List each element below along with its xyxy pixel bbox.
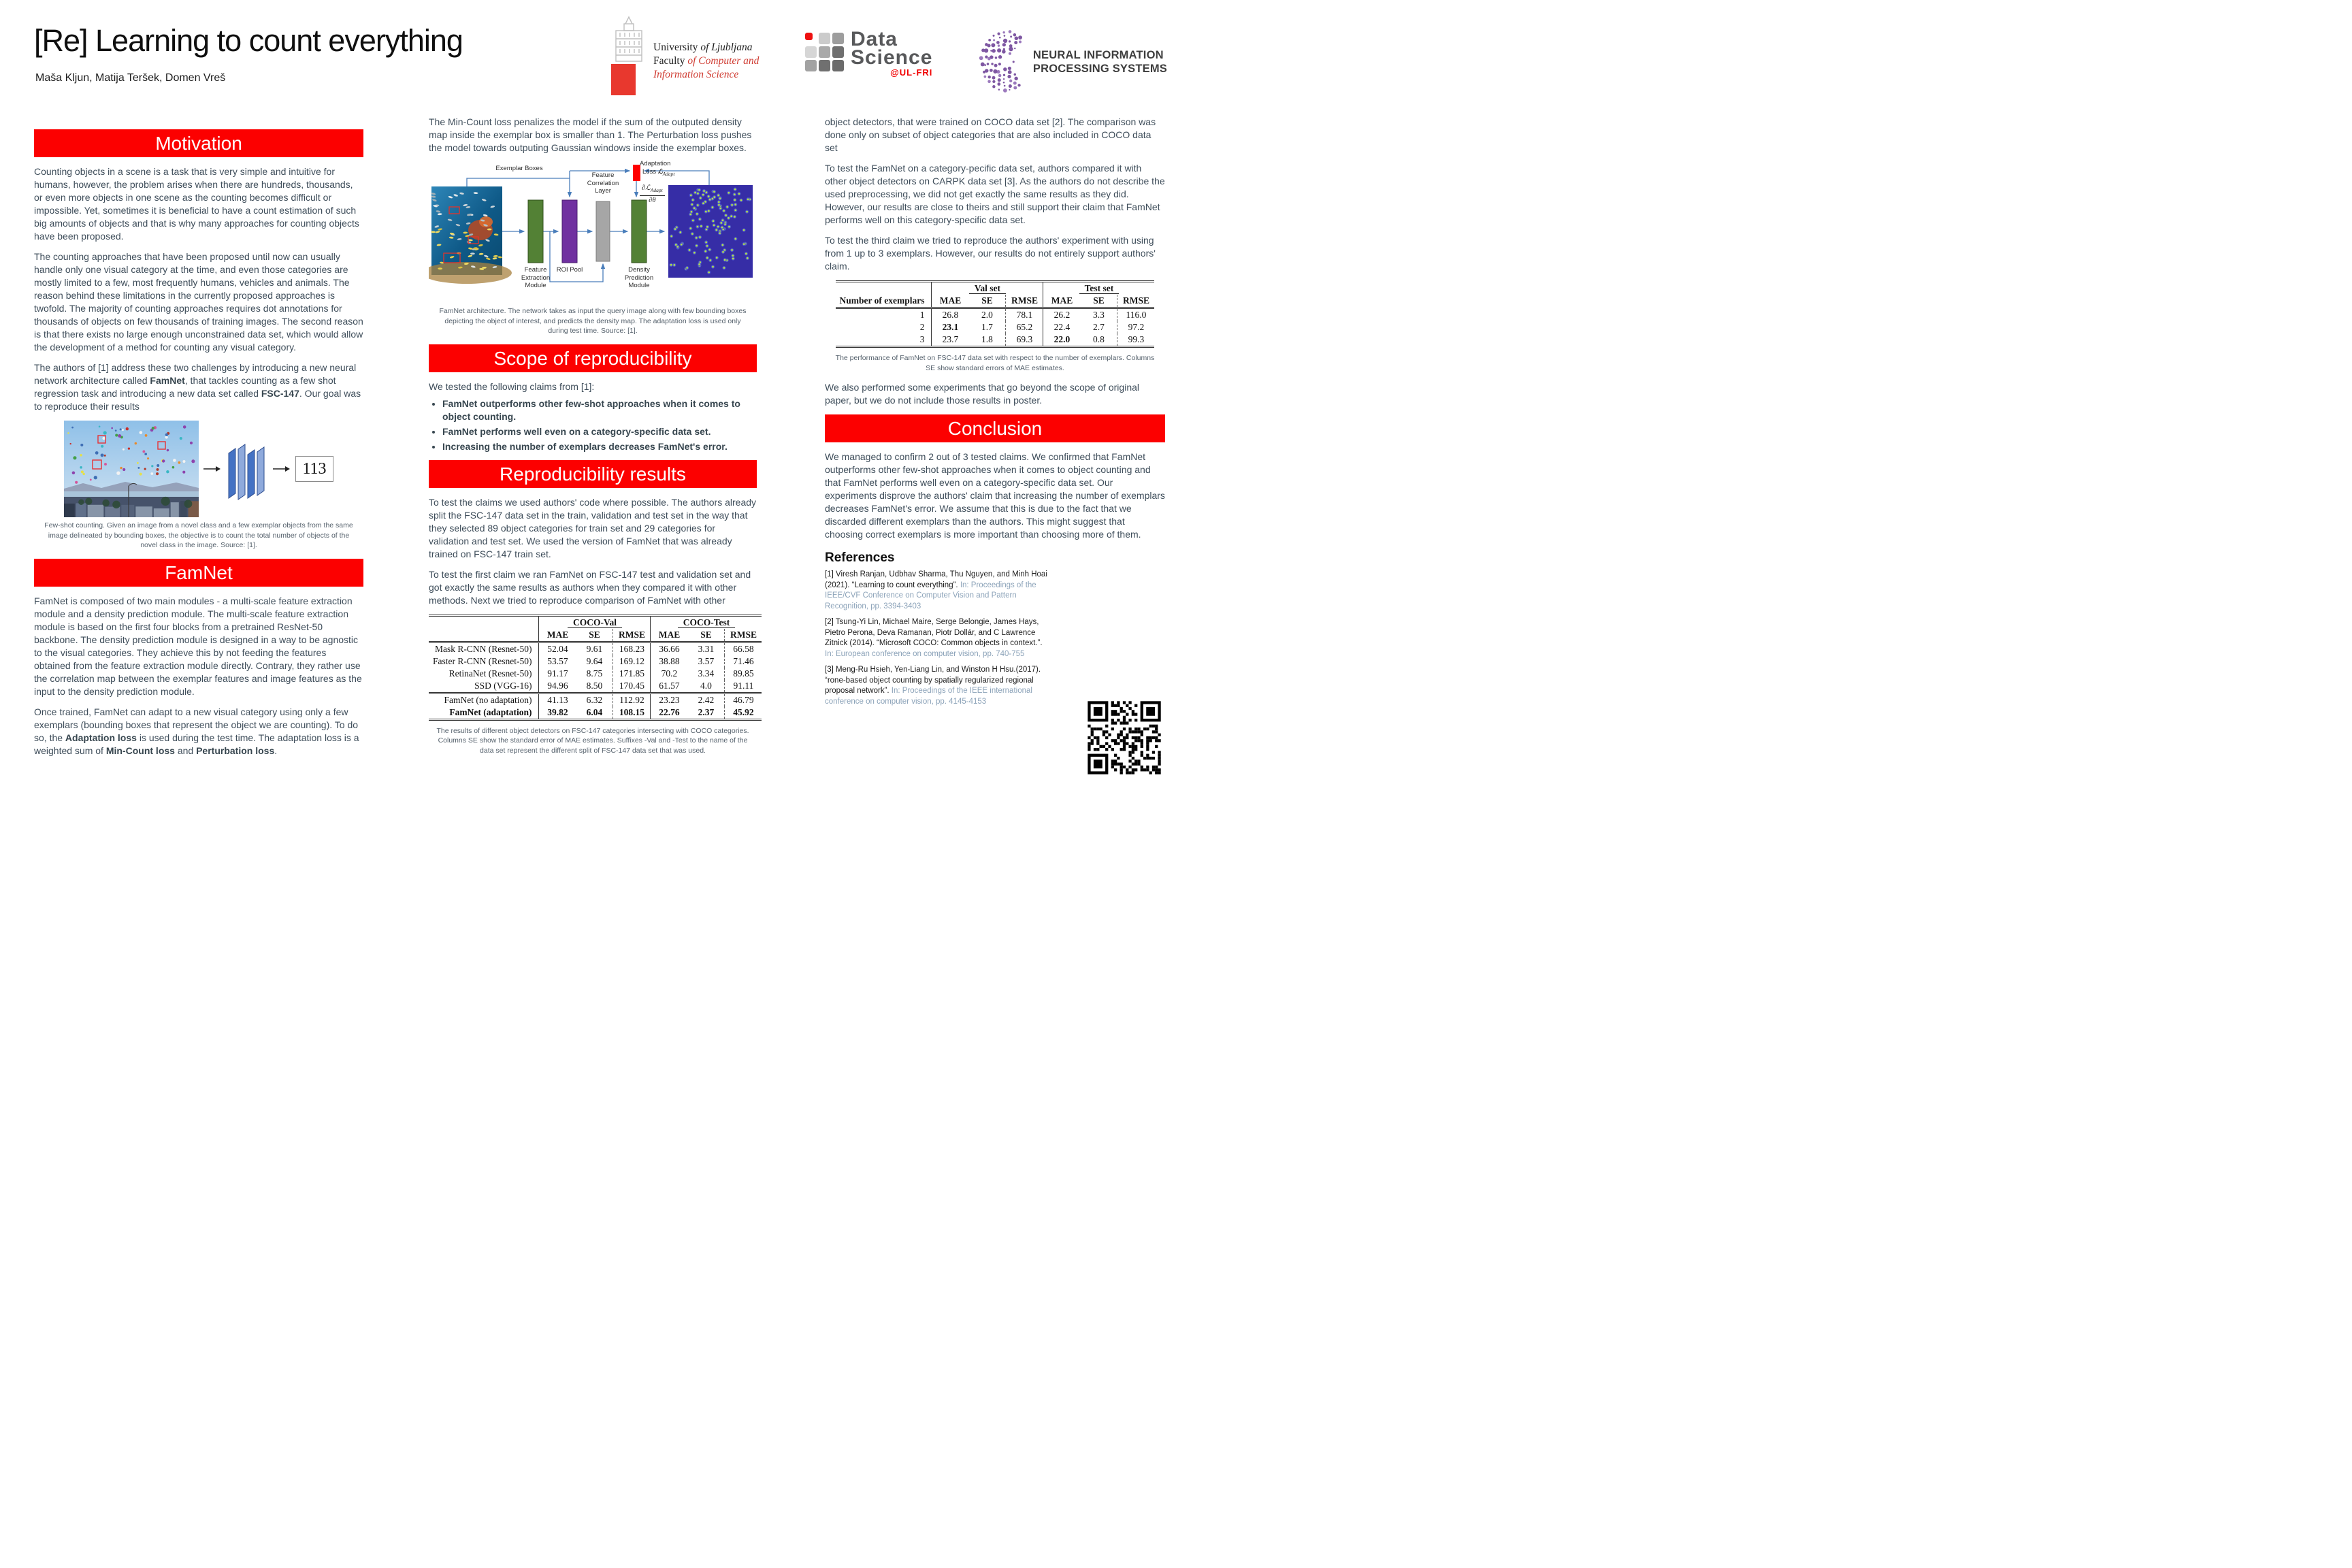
table-row: 2 23.1 1.7 65.2 22.4 2.7 97.2 [836, 321, 1155, 333]
famnet-paragraph-2: Once trained, FamNet can adapt to a new visual category using only a few exemplars (bounding boxes that represent the object we are counting). To do so, the Adaptation loss is used during the test time. The adaptation loss is a weighted sum of Min-Count loss and Perturbation loss. [34, 706, 359, 756]
exemplar-boxes-label: Exemplar Boxes [495, 165, 543, 172]
mincount-paragraph: The Min-Count loss penalizes the model if the sum of the outputed density map inside the exemplar box is smaller than 1. The Perturbation loss pushes the model towards outputing Gaussian windows inside the exemplar boxes. [429, 116, 752, 153]
density-prediction-label: Density Prediction Module [624, 266, 654, 289]
qr-code [1085, 698, 1164, 777]
neurips-wordmark: NEURAL INFORMATION PROCESSING SYSTEMS [1032, 49, 1167, 75]
section-header-conclusion: Conclusion [825, 414, 1165, 442]
section-header-motivation: Motivation [34, 129, 363, 157]
reference-item: [1] Viresh Ranjan, Udbhav Sharma, Thu Nguyen, and Minh Hoai (2021). “Learning to count everything”. In: Proceedings of the IEEE/CVF Conference on Computer Vision and Pattern Recognition, pp. 3394-3403 [825, 570, 1047, 610]
table-row: 1 26.8 2.0 78.1 26.2 3.3 116.0 [836, 308, 1155, 322]
predicted-count: 113 [295, 456, 333, 482]
repro-paragraph-2: To test the first claim we ran FamNet on FSC-147 test and validation set and got exactly the same results as authors when they compared it with other methods. Next we tried to reproduce comparison of FamNet with other [429, 568, 751, 606]
figure2-caption: FamNet architecture. The network takes as input the query image along with few bounding boxes depicting the object of interest, and predicts the density map. The adaptation loss is used only during test time. Source: [1]. [439, 307, 747, 335]
table-row: SSD (VGG-16) 94.96 8.50 170.45 61.57 4.0 91.11 [429, 680, 762, 693]
density-map-image [668, 185, 753, 278]
adaptation-loss-label: Adaptation Loss ℒ$_{Adapt}$ [640, 160, 675, 177]
balloons-image [64, 421, 199, 517]
page-title: [Re] Learning to count everything [34, 23, 463, 58]
table-row: FamNet (adaptation) 39.82 6.04 108.15 22.76 2.37 45.92 [429, 706, 762, 720]
conclusion-paragraph: We managed to confirm 2 out of 3 tested claims. We confirmed that FamNet outperforms other few-shot approaches when it comes to object counting and that FamNet performs well even on a category-specific data set. Our experiments disprove the authors' claim that increasing the number of exemplars decreases FamNet's error. We assume that this is due to the fact that we discarded different exemplars than the authors. This might suggest that choosing correct exemplars is more important than choosing more of them. [825, 451, 1165, 540]
authors: Maša Kljun, Matija Teršek, Domen Vreš [35, 72, 226, 84]
reference-item: [3] Meng-Ru Hsieh, Yen-Liang Lin, and Winston H Hsu.(2017). “rone-based object counting by spatially regularized regional proposal network”. In: Proceedings of the IEEE international conference on computer vision, pp. 4145-4153 [825, 666, 1041, 706]
scope-claim: • FamNet performs well even on a category-specific data set. [442, 425, 757, 438]
scope-claim: • FamNet outperforms other few-shot approaches when it comes to object counting. [442, 397, 757, 423]
section-header-scope: Scope of reproducibility [429, 344, 757, 372]
middle-column [429, 0, 760, 764]
feature-extraction-label: Feature Extraction Module [521, 266, 551, 289]
coco-results-table: COCO-Val COCO-Test MAE SE RMSE MAE SE RMSE Mask R-CNN (Resnet-50) 52.04 9.61 168.23 36.66 3.31 66.58 Faster R-CNN (Resnet-50) 53.57 9.64 169.12 38.88 3.57 71.46 RetinaNet (Resnet-50) 91.17 8.75 171.85 70.2 3.34 89.85 SSD (VGG-16) 94.96 8.50 170.45 61.57 4.0 91.11 FamNet (no adaptation) 41.13 6.32 112.92 23.23 2.42 46.79 FamNet (adaptation) 39.82 6.04 108.15 22.76 2.37 45.92 [429, 615, 762, 721]
references-list [825, 570, 1051, 707]
cnn-stack-icon [226, 436, 268, 502]
roi-pool-label: ROI Pool [556, 266, 583, 274]
feature-extraction-module-block [528, 200, 543, 263]
query-image-fish [429, 186, 512, 284]
reference-item: [2] Tsung-Yi Lin, Michael Maire, Serge Belongie, James Hays, Pietro Perona, Deva Ramanan, Piotr Dollár, and C Lawrence Zitnick (2014). “Microsoft COCO: Common objects in context.”. In: European conference on computer vision, pp. 740-755 [825, 618, 1043, 658]
motivation-paragraph-2: The counting approaches that have been proposed until now can usually handle only one visual category at the time, and even those categories are mostly limited to a few, most frequently humans, vehicles and animals. The reason behind these limitations in the currently proposed approaches is twofold. The majority of counting approaches requires dot annotations for thousands of objects on few thousands of training images. The second reason is that there exists no large enough unconstrained data set, which would allow the development of a method for counting any visual category. [34, 251, 363, 353]
table-row: RetinaNet (Resnet-50) 91.17 8.75 171.85 70.2 3.34 89.85 [429, 668, 762, 680]
ul-logo-text: University of Ljubljana Faculty of Computer and Information Science [653, 42, 760, 80]
table-row: FamNet (no adaptation) 41.13 6.32 112.92 23.23 2.42 46.79 [429, 693, 762, 706]
gradient-formula: ∂ℒ$_{Adapt}$ ∂θ [640, 184, 665, 204]
beyond-scope-paragraph: We also performed some experiments that go beyond the scope of original paper, but we do not include those results in poster. [825, 382, 1139, 406]
exemplars-results-table: Val set Test set Number of exemplars MAE SE RMSE MAE SE RMSE 1 26.8 2.0 78.1 26.2 3.3 116.0 2 23.1 1.7 65.2 22.4 2.7 97.2 3 23.7 1.8 69.3 22.0 0.8 99.3 [836, 280, 1155, 348]
section-header-repro: Reproducibility results [429, 460, 757, 488]
data-science-wordmark: Data Science [850, 28, 933, 69]
left-column [34, 0, 363, 765]
motivation-paragraph-3: The authors of [1] address these two challenges by introducing a new neural network architecture called FamNet, that tackles counting as a few shot regression task and introducing a new data set called FSC-147. Our goal was to reproduce their results [34, 362, 361, 412]
density-prediction-module-block [632, 200, 647, 263]
right-paragraph-1: object detectors, that were trained on COCO data set [2]. The comparison was done only on subset of object categories that are also included in COCO data set [825, 116, 1156, 153]
figure1-caption: Few-shot counting. Given an image from a novel class and a few exemplar objects from the same image delineated by bounding boxes, the objective is to count the total number of objects of the novel class in the image. Source: [1]. [44, 521, 353, 549]
table-row: 3 23.7 1.8 69.3 22.0 0.8 99.3 [836, 333, 1155, 347]
roi-pool-block [562, 200, 577, 263]
arrow-right-icon [203, 465, 221, 473]
repro-paragraph-1: To test the claims we used authors' code where possible. The authors already split the FSC-147 data set in the train, validation and test set in the way that they selected 89 object categories for train set and 29 categories for validation and test set. We used the version of FamNet that was already trained on FSC-147 train set. [429, 496, 757, 559]
famnet-paragraph-1: FamNet is composed of two main modules - a multi-scale feature extraction module and a density prediction module. The multi-scale feature extraction module is based on the first four blocks from a pretrained ResNet-50 backbone. The density prediction module is designed in a way to be agnostic to the visual categories. They achieve this by not feeding the features obtained from the feature extraction module directly. Contrary, they rather use the correlation map between the exemplar features and image features as the input to the density prediction module. [34, 595, 362, 697]
right-paragraph-3: To test the third claim we tried to reproduce the authors' experiment with using from 1 up to 3 exemplars. However, our results do not entirely support authors' claim. [825, 235, 1156, 272]
table-row: Mask R-CNN (Resnet-50) 52.04 9.61 168.23 36.66 3.31 66.58 [429, 642, 762, 655]
famnet-architecture-figure [429, 162, 757, 303]
poster [0, 0, 1176, 784]
coco-table-caption: The results of different object detectors on FSC-147 categories intersecting with COCO categories. Columns SE show the standard error of MAE estimates. Suffixes -Val and -Test to the name of the data set represent the different split of FSC-147 data set that was used. [436, 726, 749, 755]
section-header-famnet: FamNet [34, 559, 363, 587]
motivation-paragraph-1: Counting objects in a scene is a task that is very simple and intuitive for humans, however, the problem arises when there are hundreds, thousands, or even more objects in one scene as the counting becomes difficult or impossible. Yet, sometimes it is beneficial to have a count estimation of such big amounts of objects and that is why many approaches for counting objects have been proposed. [34, 166, 359, 242]
feature-correlation-label: Feature Correlation Layer [587, 172, 619, 195]
ulfri-tag: @UL-FRI [890, 67, 933, 78]
exemplars-table-caption: The performance of FamNet on FSC-147 data set with respect to the number of exemplars. Columns SE show standard errors of MAE estimates. [835, 354, 1155, 372]
few-shot-counting-figure [34, 421, 363, 517]
table-row: Faster R-CNN (Resnet-50) 53.57 9.64 169.12 38.88 3.57 71.46 [429, 655, 762, 668]
right-column [825, 0, 1165, 713]
right-paragraph-2: To test the FamNet on a category-pecific data set, authors compared it with other object detectors on CARPK data set [3]. As the authors do not describe the used preprocessing, we did not get exactly the same results as they did. However, our results are close to theirs and still support their claim that FamNet performs well on this category-specific data set. [825, 163, 1165, 225]
scope-claim: • Increasing the number of exemplars decreases FamNet's error. [442, 440, 757, 453]
feature-correlation-block [596, 201, 610, 261]
scope-intro: We tested the following claims from [1]: [429, 380, 595, 392]
claims-list [431, 397, 757, 453]
arrow-right-icon [273, 465, 291, 473]
references-heading: References [825, 551, 895, 565]
